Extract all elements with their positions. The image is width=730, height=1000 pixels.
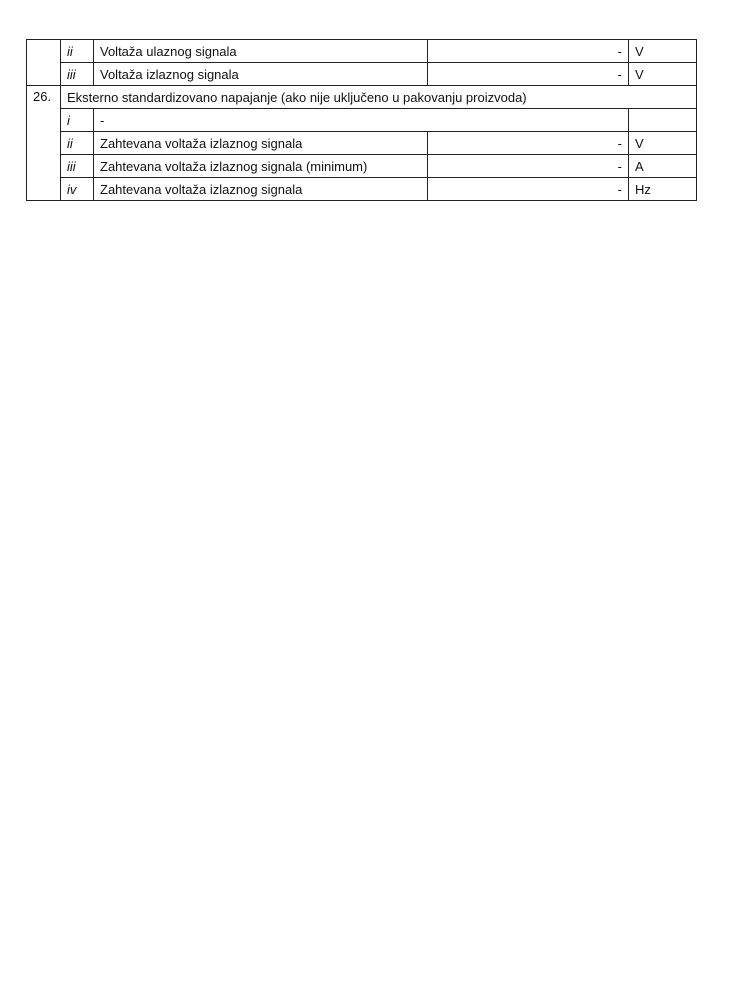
row-label: Voltaža izlaznog signala (94, 63, 428, 86)
row-label: - (94, 109, 629, 132)
row-roman-numeral: ii (61, 132, 94, 155)
row-roman-numeral: iii (61, 63, 94, 86)
row-value: - (428, 40, 629, 63)
table-row (27, 178, 697, 201)
row-roman-numeral: ii (61, 40, 94, 63)
row-label: Voltaža ulaznog signala (94, 40, 428, 63)
row-unit (629, 109, 697, 132)
table-row (27, 63, 697, 86)
specification-table (26, 39, 697, 201)
table-row (27, 132, 697, 155)
section-number: 26. (27, 86, 61, 201)
row-label: Zahtevana voltaža izlaznog signala (94, 132, 428, 155)
table-row (27, 155, 697, 178)
section-number-cell-empty (27, 40, 61, 86)
row-value: - (428, 155, 629, 178)
row-label: Zahtevana voltaža izlaznog signala (minimum) (94, 155, 428, 178)
row-unit: Hz (629, 178, 697, 201)
row-value: - (428, 63, 629, 86)
section-heading-row (27, 86, 697, 109)
row-roman-numeral: iii (61, 155, 94, 178)
row-label: Zahtevana voltaža izlaznog signala (94, 178, 428, 201)
row-unit: V (629, 132, 697, 155)
row-unit: V (629, 63, 697, 86)
row-roman-numeral: i (61, 109, 94, 132)
row-value: - (428, 132, 629, 155)
table-row (27, 109, 697, 132)
row-unit: A (629, 155, 697, 178)
row-unit: V (629, 40, 697, 63)
row-roman-numeral: iv (61, 178, 94, 201)
table-row (27, 40, 697, 63)
section-heading: Eksterno standardizovano napajanje (ako nije uključeno u pakovanju proizvoda) (61, 86, 697, 109)
row-value: - (428, 178, 629, 201)
